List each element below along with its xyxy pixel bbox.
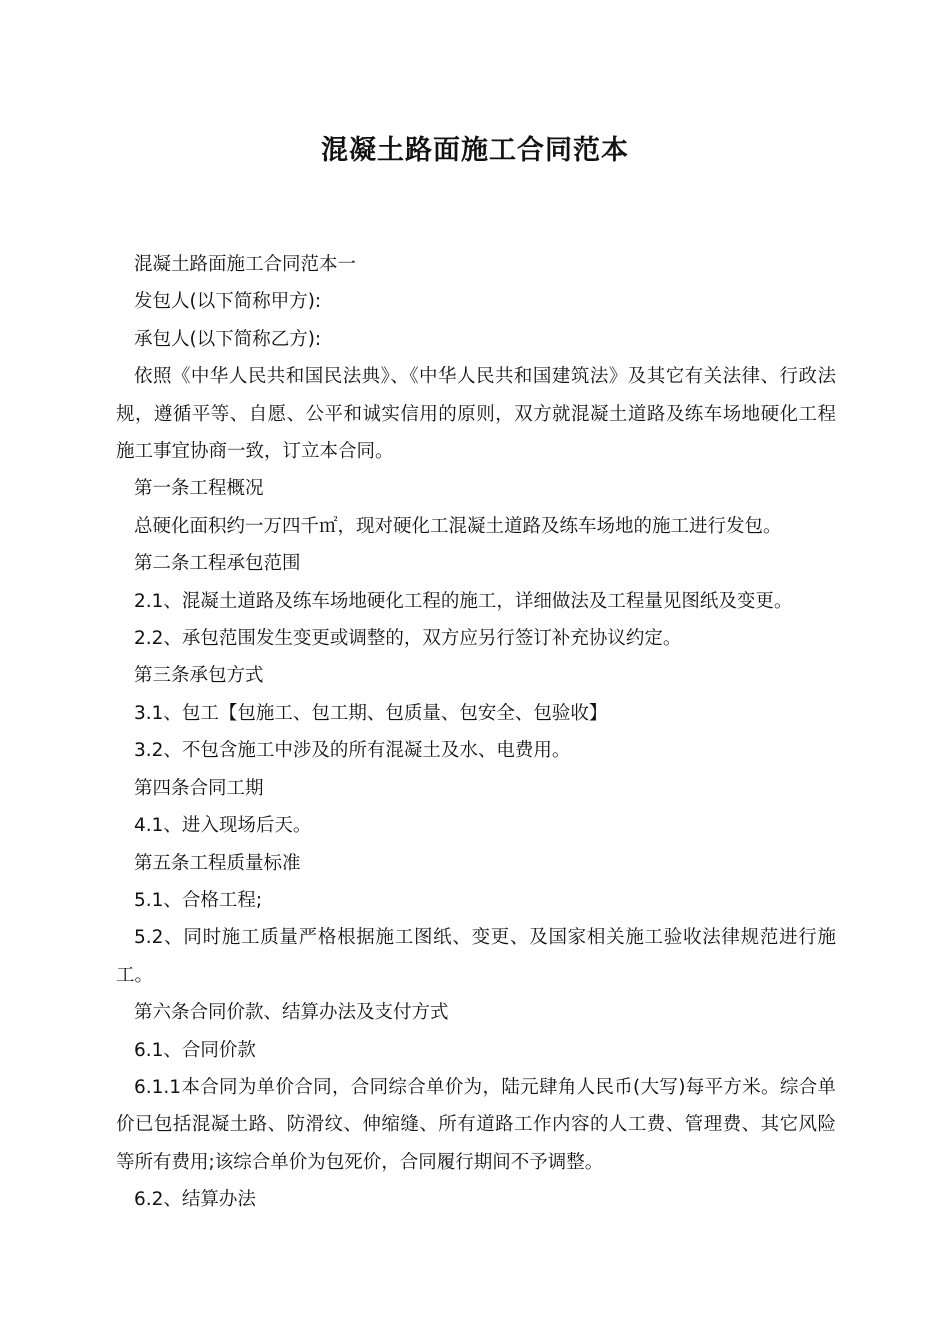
section-heading: 第六条合同价款、结算办法及支付方式: [134, 1002, 449, 1024]
section-heading: 第二条工程承包范围: [134, 553, 301, 575]
paragraph-party-a: 发包人(以下简称甲方):: [134, 291, 322, 313]
section-heading: 第五条工程质量标准: [134, 852, 301, 874]
section-heading: 第三条承包方式: [134, 665, 264, 687]
section-heading: 第一条工程概况: [134, 478, 264, 500]
paragraph-heading: 混凝土路面施工合同范本一: [134, 254, 357, 275]
clause: 3.2、不包含施工中涉及的所有混凝土及水、电费用。: [134, 740, 571, 762]
clause: 6.1.1本合同为单价合同，合同综合单价为，陆元肆角人民币(大写)每平方米。综合单价已包括混凝土路、防滑纹、伸缩缝、所有道路工作内容的人工费、管理费、其它风险等所有费用;该综合单价为包死价，合同履行期间不予调整。: [116, 1076, 836, 1173]
clause: 4.1、进入现场后天。: [134, 815, 312, 837]
clause: 3.1、包工【包施工、包工期、包质量、包安全、包验收】: [134, 702, 608, 724]
paragraph: 总硬化面积约一万四千㎡，现对硬化工混凝土道路及练车场地的施工进行发包。: [134, 515, 782, 537]
section-heading: 第四条合同工期: [134, 777, 264, 799]
document-body: [116, 246, 836, 1219]
page-title: 混凝土路面施工合同范本: [321, 135, 629, 166]
clause: 6.1、合同价款: [134, 1039, 256, 1061]
clause: 2.2、承包范围发生变更或调整的，双方应另行签订补充协议约定。: [134, 628, 682, 650]
paragraph-preamble: 依照《中华人民共和国民法典》、《中华人民共和国建筑法》及其它有关法律、行政法规，遵循平等、自愿、公平和诚实信用的原则，双方就混凝土道路及练车场地硬化工程施工事宜协商一致，订立本合同。: [116, 366, 836, 463]
clause: 5.2、同时施工质量严格根据施工图纸、变更、及国家相关施工验收法律规范进行施工。: [116, 927, 836, 986]
paragraph-party-b: 承包人(以下简称乙方):: [134, 328, 322, 350]
clause: 5.1、合格工程;: [134, 889, 263, 911]
clause: 2.1、混凝土道路及练车场地硬化工程的施工，详细做法及工程量见图纸及变更。: [134, 590, 793, 612]
clause: 6.2、结算办法: [134, 1189, 256, 1211]
